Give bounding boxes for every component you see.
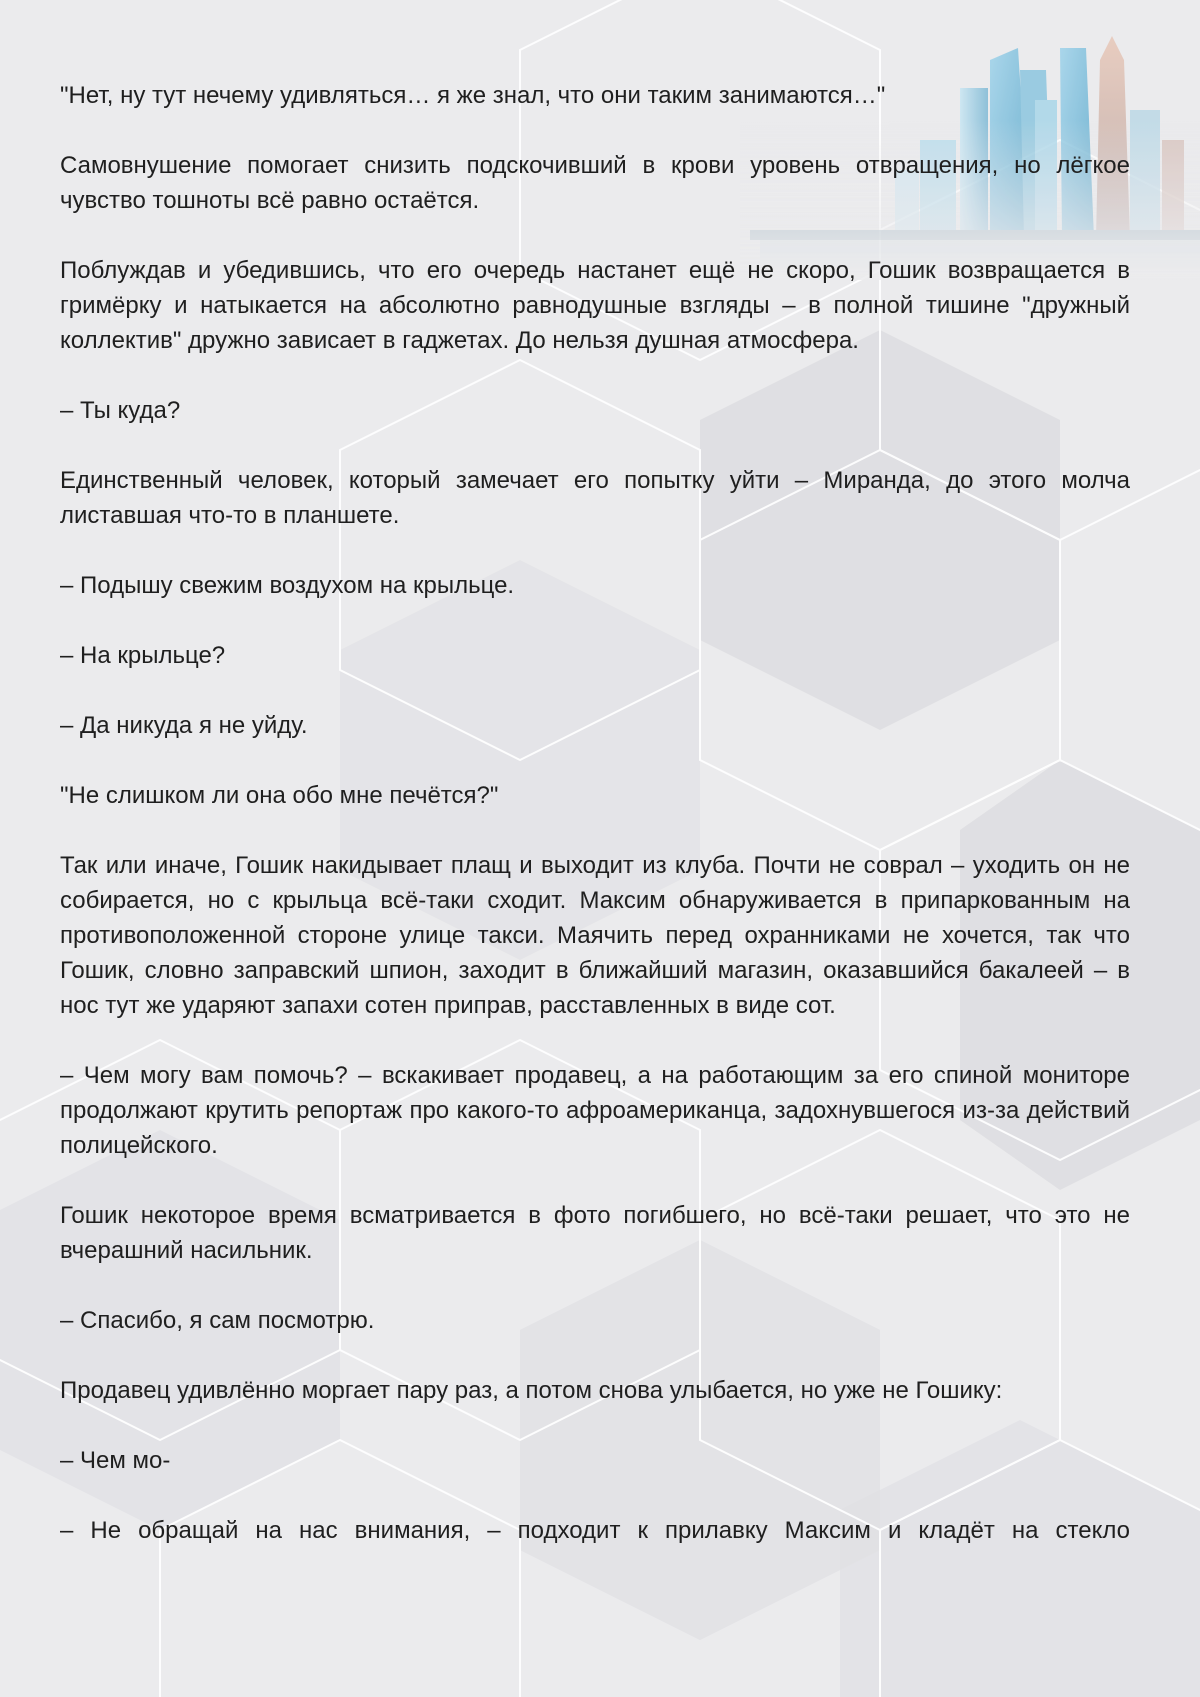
paragraph: Продавец удивлённо моргает пару раз, а потом снова улыбается, но уже не Гошику:: [60, 1377, 1003, 1404]
paragraph: – На крыльце?: [60, 642, 226, 669]
paragraph: "Не слишком ли она обо мне печётся?": [60, 782, 499, 809]
paragraph: Поблуждав и убедившись, что его очередь настанет ещё не скоро, Гошик возвращается в гримёрку и натыкается на абсолютно равнодушные взгляды – в полной тишине "дружный коллектив" дружно зависает в гаджетах. До нельзя душная атмосфера.: [60, 257, 1130, 354]
paragraph: "Нет, ну тут нечему удивляться… я же знал, что они таким занимаются…": [60, 82, 886, 109]
paragraph: Самовнушение помогает снизить подскочивший в крови уровень отвращения, но лёгкое чувство тошноты всё равно остаётся.: [60, 152, 1130, 214]
document-body: [60, 78, 1130, 1548]
paragraph: Так или иначе, Гошик накидывает плащ и выходит из клуба. Почти не соврал – уходить он не собирается, но с крыльца всё-таки сходит. Максим обнаруживается в припаркованным на противоположенной стороне улице такси. Маячить перед охранниками не хочется, так что Гошик, словно заправский шпион, заходит в ближайший магазин, оказавшийся бакалеей – в нос тут же ударяют запахи сотен приправ, расставленных в виде сот.: [60, 852, 1130, 1019]
paragraph: Единственный человек, который замечает его попытку уйти – Миранда, до этого молча листавшая что-то в планшете.: [60, 467, 1130, 529]
paragraph: – Подышу свежим воздухом на крыльце.: [60, 572, 515, 599]
paragraph: Гошик некоторое время всматривается в фото погибшего, но всё-таки решает, что это не вчерашний насильник.: [60, 1202, 1130, 1264]
paragraph: – Спасибо, я сам посмотрю.: [60, 1307, 375, 1334]
paragraph: – Чем могу вам помочь? – вскакивает продавец, а на работающим за его спиной мониторе продолжают крутить репортаж про какого-то афроамериканца, задохнувшегося из-за действий полицейского.: [60, 1062, 1130, 1159]
paragraph: – Да никуда я не уйду.: [60, 712, 308, 739]
paragraph: – Чем мо-: [60, 1447, 171, 1474]
paragraph: – Не обращай на нас внимания, – подходит к прилавку Максим и кладёт на стекло: [60, 1517, 1130, 1544]
paragraph: – Ты куда?: [60, 397, 181, 424]
